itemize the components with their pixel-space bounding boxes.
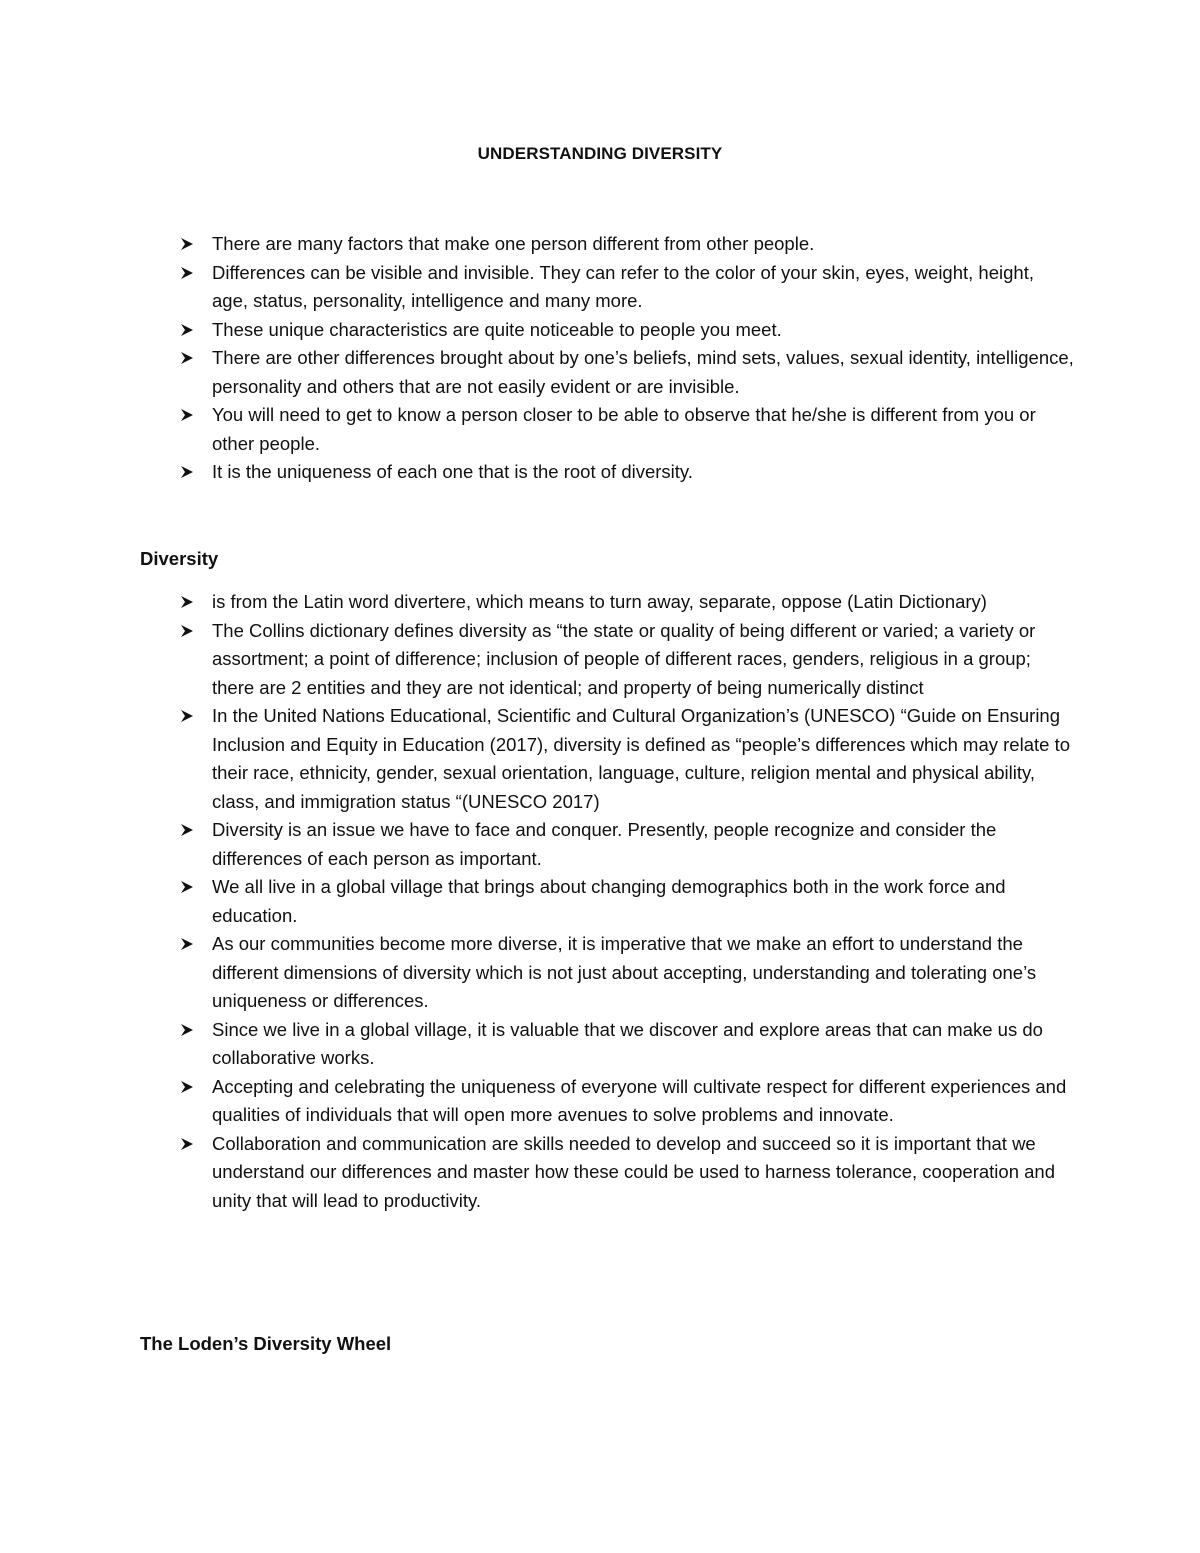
arrowhead-bullet-icon: [178, 816, 196, 844]
bullet-item: [175, 401, 1075, 458]
bullet-text: is from the Latin word divertere, which means to turn away, separate, oppose (Latin Dictionary): [212, 591, 987, 612]
arrowhead-bullet-icon: [178, 873, 196, 901]
arrowhead-bullet-icon: [178, 702, 196, 730]
arrowhead-bullet-icon: [178, 588, 196, 616]
bullet-text: These unique characteristics are quite noticeable to people you meet.: [212, 318, 782, 340]
bullet-text: There are other differences brought about by one’s beliefs, mind sets, values, sexual identity, intelligence, personality and others that are not easily evident or are invisible.: [212, 347, 1074, 397]
bullet-text: It is the uniqueness of each one that is the root of diversity.: [212, 461, 693, 482]
bullet-text: Collaboration and communication are skills needed to develop and succeed so it is important that we understand our differences and master how these could be used to harness tolerance, cooperation and unity that will lead to productivity.: [212, 1132, 1055, 1211]
section-heading-diversity: Diversity: [140, 548, 219, 569]
bullet-item: [175, 1073, 1075, 1130]
bullet-text: We all live in a global village that brings about changing demographics both in the work force and education.: [212, 876, 1006, 926]
bullet-text: Diversity is an issue we have to face and conquer. Presently, people recognize and consider the differences of each person as important.: [212, 819, 997, 869]
arrowhead-bullet-icon: [178, 401, 196, 429]
bullet-text: Since we live in a global village, it is valuable that we discover and explore areas that can make us do collaborative works.: [212, 1018, 1043, 1068]
bullet-item: [175, 816, 1075, 873]
bullet-item: [175, 930, 1075, 1016]
intro-bullet-list: [175, 230, 1075, 487]
bullet-text: Differences can be visible and invisible. They can refer to the color of your skin, eyes, weight, height, age, status, personality, intelligence and many more.: [212, 261, 1034, 311]
arrowhead-bullet-icon: [178, 1016, 196, 1044]
bullet-item: [175, 617, 1075, 703]
arrowhead-bullet-icon: [178, 1073, 196, 1101]
section-heading-loden-diversity-wheel: The Loden’s Diversity Wheel: [140, 1333, 392, 1354]
bullet-item: [175, 1130, 1075, 1216]
bullet-item: [175, 230, 1075, 259]
bullet-text: Accepting and celebrating the uniqueness of everyone will cultivate respect for different experiences and qualities of individuals that will open more avenues to solve problems and innovate.: [212, 1075, 1067, 1125]
bullet-item: [175, 344, 1075, 401]
arrowhead-bullet-icon: [178, 316, 196, 344]
bullet-text: You will need to get to know a person closer to be able to observe that he/she is different from you or other people.: [212, 404, 1036, 454]
arrowhead-bullet-icon: [178, 259, 196, 287]
bullet-text: The Collins dictionary defines diversity as “the state or quality of being different or varied; a variety or assortment; a point of difference; inclusion of people of different races, genders, religious in a group; there are 2 entities and they are not identical; and property of being numerically distinct: [212, 619, 1036, 698]
arrowhead-bullet-icon: [178, 1130, 196, 1158]
arrowhead-bullet-icon: [178, 230, 196, 258]
bullet-item: [175, 458, 1075, 487]
bullet-text: There are many factors that make one person different from other people.: [212, 233, 815, 254]
bullet-text: As our communities become more diverse, it is imperative that we make an effort to understand the different dimensions of diversity which is not just about accepting, understanding and tolerating one’s uniqueness or differences.: [212, 933, 1037, 1011]
bullet-item: [175, 1016, 1075, 1073]
arrowhead-bullet-icon: [178, 617, 196, 645]
bullet-item: [175, 316, 1075, 345]
bullet-text: In the United Nations Educational, Scientific and Cultural Organization’s (UNESCO) “Guide on Ensuring Inclusion and Equity in Education (2017), diversity is defined as “people’s differences which may relate to their race, ethnicity, gender, sexual orientation, language, culture, religion mental and physical ability, class, and immigration status “(UNESCO 2017): [212, 705, 1070, 812]
arrowhead-bullet-icon: [178, 930, 196, 958]
bullet-item: [175, 873, 1075, 930]
arrowhead-bullet-icon: [178, 344, 196, 372]
page-title: UNDERSTANDING DIVERSITY: [477, 144, 723, 163]
bullet-item: [175, 259, 1075, 316]
diversity-bullet-list: [175, 588, 1075, 1215]
arrowhead-bullet-icon: [178, 458, 196, 486]
bullet-item: [175, 702, 1075, 816]
bullet-item: [175, 588, 1075, 617]
